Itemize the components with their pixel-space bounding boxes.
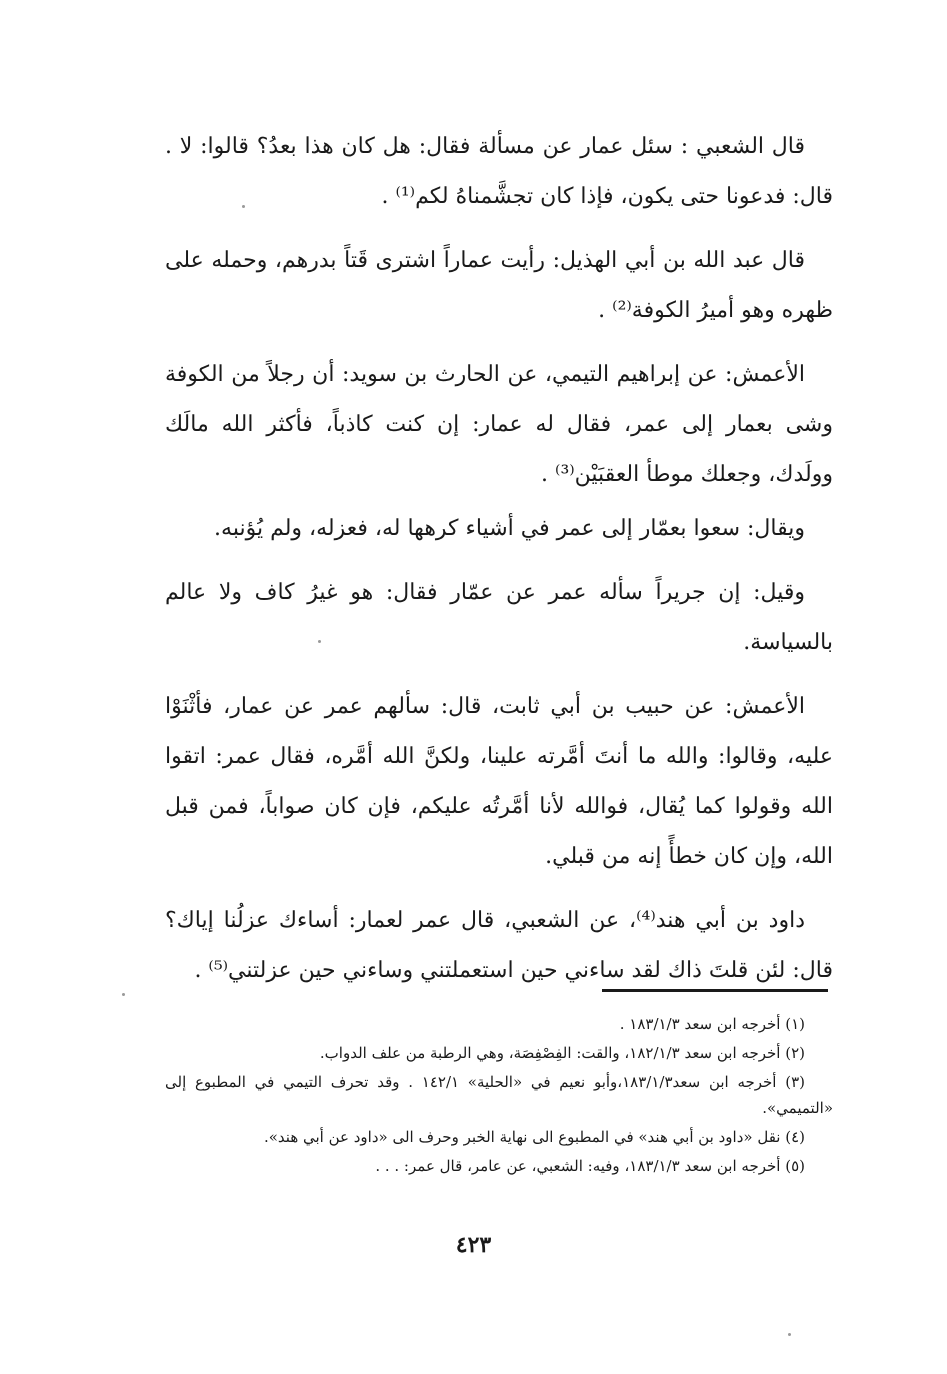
paragraph-yuqal: ويقال: سعوا بعمّار إلى عمر في أشياء كرهها له، فعزله، ولم يُؤنبه. [214, 516, 805, 541]
paragraph-shabi: قال الشعبي : سئل عمار عن مسألة فقال: هل كان هذا بعدُ؟ قالوا: لا . قال: فدعونا حتى يكون، فإذا كان تجشَّمناهُ لكم⁽¹⁾ . [165, 134, 833, 209]
paragraph-abdullah: قال عبد الله بن أبي الهذيل: رأيت عماراً اشترى قَتاً بدرهم، وحمله على ظهره وهو أميرُ الكوفة⁽²⁾ . [165, 248, 833, 323]
footnote-4: (٤) نقل «داود بن أبي هند» في المطبوع الى نهاية الخبر وحرف الى «داود عن أبي هند». [263, 1128, 805, 1146]
footnotes [165, 1011, 833, 1182]
page-number: ٤٢٣ [455, 1232, 492, 1258]
footnote-5: (٥) أخرجه ابن سعد ١٨٣/١/٣، وفيه: الشعبي، عن عامر، قال عمر: . . . [375, 1157, 805, 1175]
scan-speck [788, 1333, 791, 1336]
main-text [165, 122, 833, 1010]
footnote-2: (٢) أخرجه ابن سعد ١٨٢/١/٣، والقت: الفِصْفِصَة، وهي الرطبة من علف الدواب. [319, 1044, 805, 1062]
footnote-divider [602, 989, 828, 992]
paragraph-dawud: داود بن أبي هند⁽⁴⁾، عن الشعبي، قال عمر لعمار: أساءك عزلُنا إياك؟ قال: لئن قلتَ ذاك لقد ساءني حين استعملتني وساءني حين عزلتني⁽⁵⁾ . [165, 908, 833, 983]
scan-speck [242, 205, 245, 208]
scan-speck [122, 993, 125, 996]
footnote-1: (١) أخرجه ابن سعد ١٨٣/١/٣ . [619, 1015, 805, 1033]
paragraph-amash-1: الأعمش: عن إبراهيم التيمي، عن الحارث بن سويد: أن رجلاً من الكوفة وشى بعمار إلى عمر، فقال له عمار: إن كنت كاذباً، فأكثر الله مالَك وولَدك، وجعلك موطأ العقبَيْن⁽³⁾ . [165, 362, 833, 487]
paragraph-qila: وقيل: إن جريراً سأله عمر عن عمّار فقال: هو غيرُ كاف ولا عالم بالسياسة. [165, 580, 833, 655]
footnote-3: (٣) أخرجه ابن سعد١٨٣/١/٣،وأبو نعيم في «الحلية» ١٤٢/١ . وقد تحرف التيمي في المطبوع إلى «التميمي». [165, 1073, 833, 1117]
scan-speck [318, 640, 321, 643]
paragraph-amash-2: الأعمش: عن حبيب بن أبي ثابت، قال: سألهم عمر عن عمار، فأثْنَوْا عليه، وقالوا: والله ما أنتَ أمَّرته علينا، ولكنَّ الله أمَّره، فقال عمر: اتقوا الله وقولوا كما يُقال، فوالله لأنا أمَّرتُه عليكم، فإن كان صواباً، فمن قبل الله، وإن كان خطأً إنه من قبلي. [165, 694, 833, 869]
